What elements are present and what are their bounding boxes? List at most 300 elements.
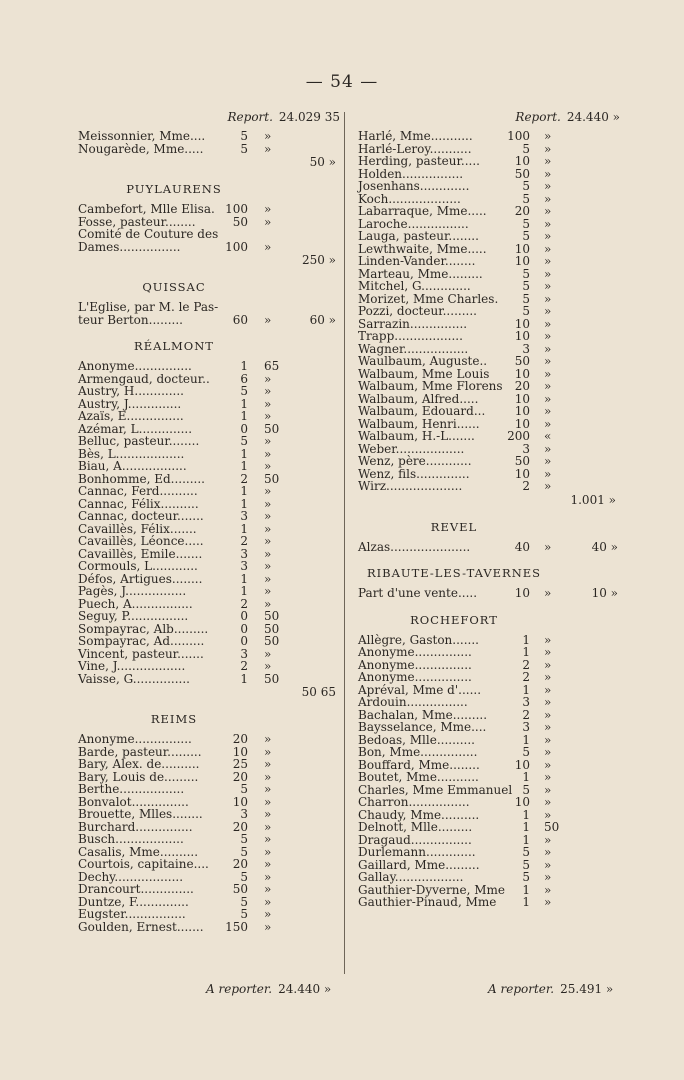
list-item	[78, 808, 340, 821]
list-item	[358, 541, 620, 554]
donor-name: Wagner.................	[358, 341, 469, 356]
amount-cents: »	[544, 454, 552, 468]
list-item	[78, 435, 340, 448]
donation-amount: 10	[514, 316, 530, 331]
donor-name: Laroche................	[358, 216, 469, 231]
list-item	[78, 883, 340, 896]
amount-cents: »	[264, 459, 272, 473]
donor-name: Bouffard, Mme........	[358, 757, 480, 772]
list-item	[358, 130, 620, 143]
donation-amount: 20	[514, 379, 530, 393]
amount-cents: »	[544, 441, 552, 456]
amount-cents: »	[544, 657, 552, 672]
donor-name: Bonhomme, Ed.........	[78, 471, 205, 486]
amount-cents: »	[264, 141, 272, 156]
donation-amount: 50	[514, 166, 530, 181]
amount-cents: »	[264, 509, 272, 523]
donation-amount: 3	[522, 695, 530, 709]
donor-name: Bedoas, Mlle..........	[358, 732, 475, 747]
spacer	[358, 600, 620, 612]
list-item	[78, 758, 340, 771]
amount-cents: »	[264, 757, 272, 771]
amount-cents: »	[264, 129, 272, 143]
donor-name: Dragaud................	[358, 832, 472, 847]
donation-amount: 1	[522, 882, 530, 897]
list-item	[358, 646, 620, 659]
list-item	[358, 480, 620, 493]
list-item	[358, 255, 620, 268]
amount-cents: 50	[264, 634, 280, 648]
donation-amount: 1	[240, 396, 248, 411]
amount-cents: »	[264, 484, 272, 498]
donor-name: Walbaum, H.-L.......	[358, 429, 475, 443]
donation-amount: 50	[514, 354, 530, 368]
donation-amount: 1	[522, 770, 530, 784]
donation-amount: 10	[514, 366, 530, 381]
donation-amount: 5	[240, 434, 248, 448]
donation-amount: 10	[514, 795, 530, 809]
amount-cents: »	[544, 354, 552, 368]
list-item	[78, 203, 340, 216]
donation-amount: 0	[240, 609, 248, 623]
amount-cents: »	[544, 707, 552, 722]
donation-amount: 2	[522, 479, 530, 493]
donation-amount: 1	[522, 895, 530, 909]
donor-name: Marteau, Mme.........	[358, 266, 483, 281]
amount-cents: »	[264, 396, 272, 411]
donation-amount: 5	[522, 870, 530, 884]
amount-cents: »	[544, 895, 552, 909]
donation-amount: 5	[522, 304, 530, 318]
donor-name: Seguy, P................	[78, 609, 189, 623]
donor-name: Austry, J..............	[78, 396, 182, 411]
amount-cents: »	[544, 757, 552, 772]
donation-amount: 5	[522, 279, 530, 293]
donation-amount: 1	[522, 832, 530, 847]
donor-name: Ardouin................	[358, 695, 468, 709]
donation-amount: 1	[240, 409, 248, 423]
amount-cents: »	[544, 379, 552, 393]
list-item	[78, 301, 340, 314]
amount-cents: 50	[264, 471, 280, 486]
donor-name: Alzas.....................	[358, 539, 471, 554]
section-subtotal	[358, 493, 620, 507]
donor-name: Chaudy, Mme..........	[358, 807, 480, 822]
donor-name: Barde, pasteur.........	[78, 744, 202, 759]
donation-amount: 0	[240, 634, 248, 648]
donor-name: Walbaum, Mme Louis	[358, 366, 490, 381]
amount-cents: »	[544, 795, 552, 809]
amount-cents: »	[264, 919, 272, 934]
donor-name: Wenz, fils..............	[358, 466, 470, 481]
donation-amount: 20	[232, 857, 248, 871]
donor-name: Wenz, père............	[358, 454, 472, 468]
amount-cents: 50	[264, 609, 280, 623]
amount-cents: »	[544, 341, 552, 356]
donor-name: Baysselance, Mme....	[358, 720, 487, 734]
donor-name: Wirz....................	[358, 479, 463, 493]
amount-cents: »	[544, 682, 552, 697]
amount-cents: »	[544, 254, 552, 268]
amount-cents: »	[544, 732, 552, 747]
donor-name: Défos, Artigues........	[78, 571, 203, 586]
donor-name: Vaisse, G...............	[78, 671, 190, 686]
donor-name: Cambefort, Mlle Elisa.	[78, 202, 215, 216]
donor-name: Cormouls, L............	[78, 559, 198, 573]
donor-name: Busch..................	[78, 832, 184, 846]
donation-amount: 5	[240, 141, 248, 156]
donor-name: Allègre, Gaston.......	[358, 632, 479, 647]
list-item	[358, 155, 620, 168]
amount-cents: »	[544, 479, 552, 493]
donation-amount: 5	[522, 141, 530, 156]
amount-cents: »	[264, 659, 272, 673]
donation-amount: 5	[240, 832, 248, 846]
list-item	[358, 330, 620, 343]
list-item	[358, 455, 620, 468]
list-item	[78, 733, 340, 746]
donor-name: Boutet, Mme...........	[358, 770, 479, 784]
amount-cents: »	[544, 279, 552, 293]
amount-cents: »	[544, 720, 552, 734]
donor-name: Cannac, Félix..........	[78, 496, 199, 511]
donation-amount: 200	[507, 429, 530, 443]
list-item	[78, 921, 340, 934]
amount-cents: »	[264, 546, 272, 561]
amount-cents: »	[264, 732, 272, 746]
amount-cents: »	[264, 794, 272, 809]
left-footer	[206, 982, 331, 996]
donation-amount: 5	[240, 844, 248, 859]
donation-amount: 1	[240, 571, 248, 586]
amount-cents: »	[264, 819, 272, 834]
amount-cents: »	[264, 869, 272, 884]
amount-cents: 50	[264, 621, 280, 636]
list-item	[358, 180, 620, 193]
right-footer	[488, 982, 613, 996]
amount-cents: »	[544, 304, 552, 318]
amount-cents: »	[264, 782, 272, 796]
donation-amount: 50	[514, 454, 530, 468]
donation-amount: 5	[240, 907, 248, 921]
list-item	[358, 771, 620, 784]
donor-name: Cavaillès, Léonce.....	[78, 534, 204, 548]
donation-amount: 2	[240, 596, 248, 611]
list-item	[358, 380, 620, 393]
donor-name: Brouette, Mlles........	[78, 807, 203, 821]
donation-amount: 3	[522, 720, 530, 734]
list-item	[358, 846, 620, 859]
donation-amount: 10	[514, 391, 530, 406]
donation-amount: 5	[522, 229, 530, 243]
donor-name: Austry, H.............	[78, 384, 184, 398]
donor-name: Herding, pasteur.....	[358, 154, 480, 168]
amount-cents: »	[544, 770, 552, 784]
amount-cents: »	[264, 214, 272, 229]
amount-cents: »	[264, 571, 272, 586]
page-number: — 54 —	[305, 72, 379, 92]
donation-amount: 10	[232, 794, 248, 809]
donor-name: Linden-Vander........	[358, 254, 476, 268]
donor-name: Sompayrac, Alb.........	[78, 621, 209, 636]
amount-cents: »	[264, 312, 272, 327]
donor-name: Charron................	[358, 795, 470, 809]
donation-amount: 20	[232, 732, 248, 746]
list-item	[78, 833, 340, 846]
amount-cents: »	[264, 646, 272, 661]
report-line	[78, 108, 340, 130]
donation-amount: 10	[514, 241, 530, 256]
donor-name: Belluc, pasteur........	[78, 434, 200, 448]
donor-name: Walbaum, Alfred.....	[358, 391, 479, 406]
donor-name: Walbaum, Henri......	[358, 416, 480, 431]
amount-cents: »	[264, 882, 272, 896]
amount-cents: »	[544, 166, 552, 181]
donor-name: Dames................	[78, 239, 181, 254]
amount-cents: »	[544, 366, 552, 381]
donor-name: Sarrazin...............	[358, 316, 468, 331]
donor-name: Koch...................	[358, 191, 461, 206]
amount-cents: »	[544, 229, 552, 243]
amount-cents: »	[264, 384, 272, 398]
donation-amount: 3	[522, 341, 530, 356]
donor-name: Mitchel, G.............	[358, 279, 471, 293]
donor-name: Nougarède, Mme.....	[78, 141, 204, 156]
donation-amount: 10	[514, 466, 530, 481]
amount-cents: »	[544, 857, 552, 872]
section-total: 1.001 »	[570, 492, 616, 507]
amount-cents: »	[264, 807, 272, 821]
amount-cents: »	[544, 316, 552, 331]
spacer	[78, 699, 340, 711]
report-label: Report.	[515, 110, 561, 124]
donation-amount: 10	[514, 404, 530, 418]
amount-cents: »	[544, 645, 552, 659]
donation-amount: 50	[232, 214, 248, 229]
donor-name: Anonyme...............	[358, 670, 472, 684]
amount-cents: »	[264, 584, 272, 598]
donor-name: Walbaum, Edouard...	[358, 404, 486, 418]
donor-name: Gallay..................	[358, 870, 464, 884]
spacer	[358, 507, 620, 519]
section-total: 10 »	[591, 586, 618, 600]
donation-amount: 100	[507, 129, 530, 143]
amount-cents: »	[264, 907, 272, 921]
amount-cents: »	[264, 832, 272, 846]
donor-name: Comité de Couture des	[78, 227, 219, 241]
amount-cents: »	[264, 534, 272, 548]
footer-value: 24.440 »	[278, 982, 332, 996]
donor-name: Cannac, Ferd..........	[78, 484, 198, 498]
donation-amount: 10	[514, 416, 530, 431]
amount-cents: »	[544, 416, 552, 431]
donation-amount: 1	[522, 820, 530, 834]
footer-label: A reporter.	[206, 982, 273, 996]
amount-cents: »	[544, 291, 552, 306]
list-item	[358, 821, 620, 834]
amount-cents: »	[264, 409, 272, 423]
donation-amount: 25	[232, 757, 248, 771]
donor-name: Weber..................	[358, 441, 465, 456]
donation-amount: 1	[240, 671, 248, 686]
donation-amount: 3	[240, 546, 248, 561]
donor-name: Bonvalot...............	[78, 794, 189, 809]
donation-amount: 150	[225, 919, 248, 934]
section-total: 250 »	[301, 253, 336, 267]
donor-name: Harlé, Mme...........	[358, 129, 473, 143]
list-item	[358, 896, 620, 909]
donor-name: Armengaud, docteur..	[78, 371, 210, 386]
amount-cents: »	[544, 216, 552, 231]
section-total: 40 »	[591, 539, 618, 554]
donation-amount: 5	[522, 179, 530, 193]
donor-name: Courtois, capitaine....	[78, 857, 209, 871]
amount-cents: »	[264, 496, 272, 511]
list-item	[358, 355, 620, 368]
amount-cents: »	[544, 870, 552, 884]
donation-amount: 20	[232, 819, 248, 834]
donor-name: Cannac, docteur.......	[78, 509, 204, 523]
amount-cents: »	[544, 782, 552, 797]
donor-name: Vine, J..................	[78, 659, 186, 673]
donor-name: Sompayrac, Ad.........	[78, 634, 205, 648]
amount-cents: »	[544, 241, 552, 256]
list-item	[358, 405, 620, 418]
donor-name: Pozzi, docteur.........	[358, 304, 477, 318]
amount-cents: »	[264, 769, 272, 784]
section-total: 50 »	[309, 155, 336, 169]
amount-cents: »	[544, 191, 552, 206]
donor-name: Puech, A................	[78, 596, 193, 611]
donation-amount: 10	[514, 154, 530, 168]
list-item	[358, 871, 620, 884]
amount-cents: »	[544, 807, 552, 822]
donor-name: Goulden, Ernest.......	[78, 919, 204, 934]
list-item	[358, 587, 620, 600]
amount-cents: »	[264, 202, 272, 216]
list-item	[78, 908, 340, 921]
section-heading: REIMS	[150, 712, 198, 726]
donation-amount: 5	[522, 845, 530, 859]
column-divider	[344, 112, 345, 974]
amount-cents: 50	[264, 671, 280, 686]
donor-name: Pagès, J................	[78, 584, 187, 598]
donation-amount: 5	[240, 894, 248, 909]
list-item	[78, 228, 340, 241]
donation-amount: 100	[225, 239, 248, 254]
donation-amount: 3	[240, 559, 248, 573]
section-heading: RIBAUTE-LES-TAVERNES	[366, 566, 542, 580]
donor-name: Eugster................	[78, 907, 186, 921]
donation-amount: 1	[240, 446, 248, 461]
donation-amount: 2	[522, 707, 530, 722]
list-item	[78, 460, 340, 473]
donor-name: Bary, Alex. de..........	[78, 757, 200, 771]
donor-name: Duntze, F..............	[78, 894, 189, 909]
donor-name: Casalis, Mme..........	[78, 844, 199, 859]
amount-cents: »	[544, 404, 552, 418]
donor-name: Lewthwaite, Mme.....	[358, 241, 487, 256]
donation-amount: 2	[240, 659, 248, 673]
report-value: 24.029 35	[278, 110, 340, 124]
donor-name: Fosse, pasteur........	[78, 214, 196, 229]
amount-cents: »	[544, 329, 552, 343]
report-label: Report.	[227, 110, 273, 124]
spacer	[78, 326, 340, 338]
amount-cents: »	[544, 632, 552, 647]
donation-amount: 1	[240, 584, 248, 598]
donation-amount: 100	[225, 202, 248, 216]
donation-amount: 5	[522, 782, 530, 797]
amount-cents: »	[544, 670, 552, 684]
donor-name: Azémar, L..............	[78, 421, 193, 436]
spacer	[78, 169, 340, 181]
amount-cents: 50	[544, 820, 560, 834]
section-total: 60 »	[309, 312, 336, 327]
donor-name: Berthe.................	[78, 782, 185, 796]
section-subtotal	[78, 253, 340, 267]
donor-name: L'Eglise, par M. le Pas-	[78, 300, 219, 314]
list-item	[358, 230, 620, 243]
donation-amount: 20	[514, 204, 530, 218]
section-heading: ROCHEFORT	[410, 612, 498, 627]
donation-amount: 5	[240, 782, 248, 796]
section-heading: QUISSAC	[142, 280, 206, 294]
right-column	[358, 108, 620, 909]
donation-amount: 1	[240, 359, 248, 373]
list-item	[358, 746, 620, 759]
donation-amount: 10	[514, 329, 530, 343]
amount-cents: »	[544, 141, 552, 156]
section-heading: REVEL	[430, 519, 478, 534]
amount-cents: »	[544, 129, 552, 143]
list-item	[78, 510, 340, 523]
donation-amount: 0	[240, 421, 248, 436]
donor-name: Part d'une vente.....	[358, 586, 478, 600]
donor-name: Delnott, Mlle.........	[358, 820, 473, 834]
donor-name: Gaillard, Mme.........	[358, 857, 480, 872]
donor-name: Meissonnier, Mme....	[78, 129, 206, 143]
list-item	[78, 673, 340, 686]
donation-amount: 5	[522, 266, 530, 281]
amount-cents: »	[264, 239, 272, 254]
list-item	[78, 410, 340, 423]
list-item	[78, 635, 340, 648]
donation-amount: 1	[240, 459, 248, 473]
amount-cents: »	[544, 745, 552, 759]
amount-cents: »	[544, 266, 552, 281]
donor-name: Morizet, Mme Charles.	[358, 291, 499, 306]
list-item	[358, 430, 620, 443]
list-item	[358, 305, 620, 318]
donor-name: Burchard...............	[78, 819, 193, 834]
donation-amount: 0	[240, 621, 248, 636]
donation-amount: 10	[514, 254, 530, 268]
list-item	[78, 130, 340, 143]
donation-amount: 1	[522, 645, 530, 659]
spacer	[78, 267, 340, 279]
donor-name: Labarraque, Mme.....	[358, 204, 487, 218]
donor-name: Cavaillès, Emile.......	[78, 546, 203, 561]
donation-amount: 2	[240, 471, 248, 486]
amount-cents: »	[544, 466, 552, 481]
donor-name: Harlé-Leroy...........	[358, 141, 472, 156]
amount-cents: »	[264, 434, 272, 448]
amount-cents: »	[264, 559, 272, 573]
list-item	[358, 205, 620, 218]
list-item	[78, 360, 340, 373]
donor-name: Gauthier-Dyverne, Mme	[358, 882, 505, 897]
